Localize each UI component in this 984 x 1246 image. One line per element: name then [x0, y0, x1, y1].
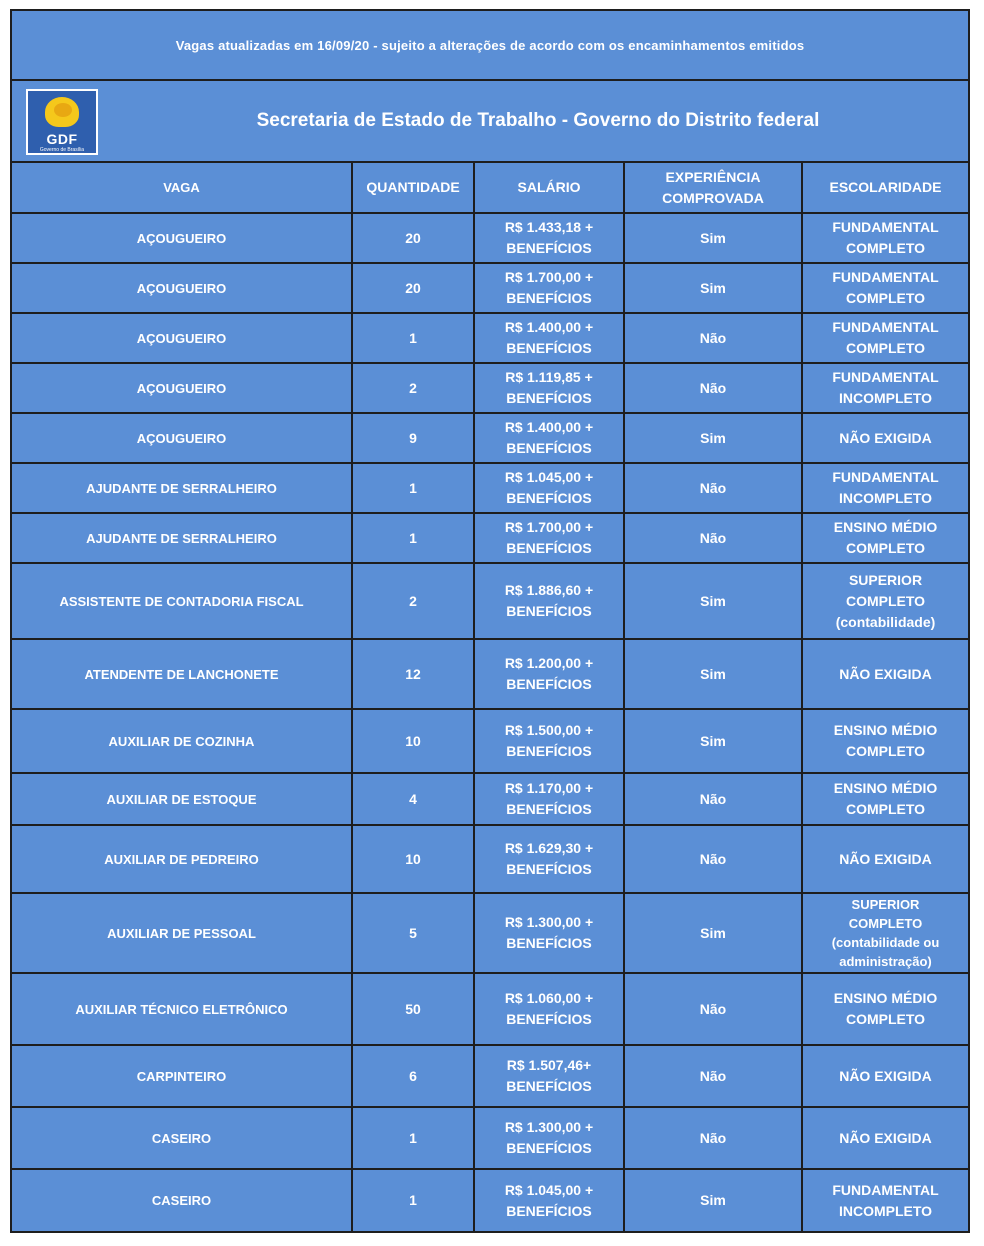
- cell-salario-beneficios: BENEFÍCIOS: [506, 743, 592, 759]
- cell-salario: [474, 363, 624, 413]
- cell-experiencia: Não: [624, 363, 802, 413]
- cell-escolaridade-line: ENSINO MÉDIO: [833, 990, 938, 1006]
- cell-quantidade: 6: [352, 1045, 474, 1107]
- cell-escolaridade-line: FUNDAMENTAL: [832, 219, 939, 235]
- cell-vaga: AÇOUGUEIRO: [12, 263, 352, 313]
- cell-salario-beneficios: BENEFÍCIOS: [506, 490, 592, 506]
- cell-quantidade: 20: [352, 213, 474, 263]
- cell-salario-beneficios: BENEFÍCIOS: [506, 240, 592, 256]
- cell-escolaridade-line: COMPLETO: [845, 290, 926, 306]
- cell-escolaridade-line: COMPLETO: [845, 340, 926, 356]
- cell-escolaridade-line: ENSINO MÉDIO: [833, 780, 938, 796]
- cell-escolaridade-line: FUNDAMENTAL: [832, 1181, 939, 1198]
- table-row: [12, 563, 968, 639]
- cell-salario-beneficios: BENEFÍCIOS: [506, 540, 592, 556]
- header-quantidade: QUANTIDADE: [352, 163, 474, 213]
- cell-escolaridade-line: (contabilidade): [835, 613, 936, 630]
- cell-escolaridade: [802, 1169, 968, 1231]
- cell-vaga: ASSISTENTE DE CONTADORIA FISCAL: [12, 563, 352, 639]
- table-row: [12, 709, 968, 773]
- cell-experiencia: Não: [624, 313, 802, 363]
- cell-salario-value: R$ 1.045,00 +: [504, 1181, 594, 1198]
- cell-vaga: AÇOUGUEIRO: [12, 313, 352, 363]
- cell-salario-value: R$ 1.400,00 +: [504, 419, 594, 435]
- cell-salario-beneficios: BENEFÍCIOS: [506, 1202, 592, 1219]
- cell-salario-beneficios: BENEFÍCIOS: [506, 340, 592, 356]
- cell-escolaridade-line: FUNDAMENTAL: [832, 319, 939, 335]
- cell-escolaridade-line: SUPERIOR: [851, 897, 920, 912]
- cell-escolaridade: [802, 413, 968, 463]
- table-row: [12, 893, 968, 973]
- cell-escolaridade: [802, 973, 968, 1045]
- cell-escolaridade-line: COMPLETO: [845, 240, 926, 256]
- cell-escolaridade: [802, 463, 968, 513]
- table-row: [12, 513, 968, 563]
- cell-experiencia: Sim: [624, 213, 802, 263]
- cell-vaga: ATENDENTE DE LANCHONETE: [12, 639, 352, 709]
- cell-escolaridade-line: COMPLETO: [845, 743, 926, 759]
- cell-escolaridade: [802, 213, 968, 263]
- cell-escolaridade-line: ENSINO MÉDIO: [833, 519, 938, 535]
- job-table: [12, 163, 968, 1231]
- cell-vaga: AJUDANTE DE SERRALHEIRO: [12, 463, 352, 513]
- cell-vaga: AÇOUGUEIRO: [12, 213, 352, 263]
- cell-vaga: CASEIRO: [12, 1107, 352, 1169]
- cell-vaga: AUXILIAR DE ESTOQUE: [12, 773, 352, 825]
- cell-escolaridade-line: NÃO EXIGIDA: [839, 429, 932, 446]
- cell-escolaridade: [802, 893, 968, 973]
- cell-salario-beneficios: BENEFÍCIOS: [506, 676, 592, 692]
- header-experiencia-line1: EXPERIÊNCIA: [665, 168, 761, 185]
- cell-salario-beneficios: BENEFÍCIOS: [506, 801, 592, 817]
- cell-quantidade: 1: [352, 313, 474, 363]
- cell-salario-value: R$ 1.886,60 +: [504, 582, 594, 598]
- cell-salario: [474, 313, 624, 363]
- cell-experiencia: Não: [624, 773, 802, 825]
- cell-escolaridade-line: NÃO EXIGIDA: [839, 1067, 932, 1084]
- cell-salario: [474, 463, 624, 513]
- cell-vaga: CASEIRO: [12, 1169, 352, 1231]
- cell-salario-value: R$ 1.700,00 +: [504, 269, 594, 285]
- cell-escolaridade: [802, 825, 968, 893]
- cell-escolaridade-line: administração): [839, 954, 932, 969]
- cell-escolaridade: [802, 313, 968, 363]
- cell-salario: [474, 1169, 624, 1231]
- table-row: [12, 363, 968, 413]
- header-experiencia: [624, 163, 802, 213]
- cell-salario-beneficios: BENEFÍCIOS: [506, 861, 592, 877]
- table-row: [12, 773, 968, 825]
- cell-experiencia: Sim: [624, 709, 802, 773]
- cell-salario-beneficios: BENEFÍCIOS: [506, 440, 592, 456]
- cell-experiencia: Sim: [624, 413, 802, 463]
- cell-quantidade: 50: [352, 973, 474, 1045]
- cell-vaga: AUXILIAR DE PEDREIRO: [12, 825, 352, 893]
- cell-quantidade: 2: [352, 563, 474, 639]
- cell-salario: [474, 513, 624, 563]
- cell-vaga: AÇOUGUEIRO: [12, 363, 352, 413]
- page-title: Secretaria de Estado de Trabalho - Governo do Distrito federal: [256, 110, 820, 131]
- cell-salario: [474, 639, 624, 709]
- table-row: [12, 973, 968, 1045]
- cell-quantidade: 10: [352, 825, 474, 893]
- cell-escolaridade: [802, 709, 968, 773]
- table-body: [12, 213, 968, 1231]
- cell-salario-value: R$ 1.300,00 +: [504, 914, 594, 930]
- cell-salario: [474, 893, 624, 973]
- cell-salario-value: R$ 1.400,00 +: [504, 319, 594, 335]
- cell-quantidade: 20: [352, 263, 474, 313]
- cell-salario: [474, 213, 624, 263]
- cell-escolaridade-line: NÃO EXIGIDA: [839, 850, 932, 867]
- cell-escolaridade: [802, 363, 968, 413]
- table-row: [12, 1045, 968, 1107]
- cell-quantidade: 9: [352, 413, 474, 463]
- logo-sun-core-icon: [54, 103, 72, 117]
- cell-experiencia: Sim: [624, 893, 802, 973]
- cell-escolaridade: [802, 639, 968, 709]
- cell-escolaridade-line: NÃO EXIGIDA: [839, 1129, 932, 1146]
- cell-salario-value: R$ 1.170,00 +: [504, 780, 594, 796]
- cell-escolaridade-line: INCOMPLETO: [838, 1202, 933, 1219]
- cell-experiencia: Não: [624, 513, 802, 563]
- cell-salario: [474, 413, 624, 463]
- cell-salario: [474, 773, 624, 825]
- cell-escolaridade-line: COMPLETO: [845, 801, 926, 817]
- table-header-row: [12, 163, 968, 213]
- cell-experiencia: Sim: [624, 1169, 802, 1231]
- table-row: [12, 413, 968, 463]
- cell-salario-beneficios: BENEFÍCIOS: [506, 1078, 592, 1094]
- table-row: [12, 213, 968, 263]
- cell-escolaridade-line: FUNDAMENTAL: [832, 369, 939, 385]
- header-escolaridade: ESCOLARIDADE: [802, 163, 968, 213]
- cell-experiencia: Sim: [624, 639, 802, 709]
- cell-experiencia: Não: [624, 1107, 802, 1169]
- cell-salario: [474, 709, 624, 773]
- cell-experiencia: Sim: [624, 563, 802, 639]
- cell-quantidade: 4: [352, 773, 474, 825]
- cell-salario-beneficios: BENEFÍCIOS: [506, 935, 592, 951]
- gdf-logo: [26, 89, 98, 155]
- header-salario: SALÁRIO: [474, 163, 624, 213]
- cell-experiencia: Não: [624, 463, 802, 513]
- cell-vaga: CARPINTEIRO: [12, 1045, 352, 1107]
- cell-escolaridade-line: COMPLETO: [845, 540, 926, 556]
- cell-salario-value: R$ 1.500,00 +: [504, 722, 594, 738]
- table-row: [12, 313, 968, 363]
- cell-quantidade: 1: [352, 1169, 474, 1231]
- cell-salario-value: R$ 1.629,30 +: [504, 840, 594, 856]
- logo-text: GDF: [46, 131, 78, 147]
- cell-salario-value: R$ 1.200,00 +: [504, 655, 594, 671]
- cell-quantidade: 1: [352, 463, 474, 513]
- cell-salario-beneficios: BENEFÍCIOS: [506, 390, 592, 406]
- cell-escolaridade-line: COMPLETO: [845, 592, 926, 609]
- table-row: [12, 639, 968, 709]
- cell-experiencia: Não: [624, 825, 802, 893]
- cell-quantidade: 1: [352, 1107, 474, 1169]
- cell-escolaridade-line: FUNDAMENTAL: [832, 469, 939, 485]
- cell-salario-beneficios: BENEFÍCIOS: [506, 1140, 592, 1156]
- cell-salario: [474, 973, 624, 1045]
- cell-salario-beneficios: BENEFÍCIOS: [506, 603, 592, 619]
- table-row: [12, 263, 968, 313]
- logo-subtext: Governo de Brasília: [39, 147, 85, 153]
- cell-escolaridade-line: (contabilidade ou: [831, 935, 940, 950]
- cell-quantidade: 1: [352, 513, 474, 563]
- cell-escolaridade-line: COMPLETO: [845, 1011, 926, 1027]
- table-row: [12, 825, 968, 893]
- cell-quantidade: 2: [352, 363, 474, 413]
- cell-salario-value: R$ 1.300,00 +: [504, 1119, 594, 1135]
- cell-escolaridade-line: INCOMPLETO: [838, 490, 933, 506]
- cell-salario-value: R$ 1.045,00 +: [504, 469, 594, 485]
- cell-escolaridade-line: INCOMPLETO: [838, 390, 933, 406]
- cell-salario-value: R$ 1.507,46+: [506, 1057, 592, 1073]
- cell-salario-beneficios: BENEFÍCIOS: [506, 290, 592, 306]
- cell-salario-value: R$ 1.700,00 +: [504, 519, 594, 535]
- cell-salario-value: R$ 1.433,18 +: [504, 219, 594, 235]
- cell-vaga: AUXILIAR TÉCNICO ELETRÔNICO: [12, 973, 352, 1045]
- cell-escolaridade: [802, 1045, 968, 1107]
- cell-salario: [474, 563, 624, 639]
- header-vaga: VAGA: [12, 163, 352, 213]
- job-listing-sheet: [10, 9, 970, 1233]
- cell-salario: [474, 1045, 624, 1107]
- cell-salario: [474, 263, 624, 313]
- cell-escolaridade: [802, 563, 968, 639]
- cell-salario-value: R$ 1.119,85 +: [505, 369, 593, 385]
- cell-vaga: AUXILIAR DE COZINHA: [12, 709, 352, 773]
- cell-quantidade: 12: [352, 639, 474, 709]
- cell-escolaridade-line: COMPLETO: [848, 916, 923, 931]
- cell-escolaridade: [802, 513, 968, 563]
- cell-vaga: AJUDANTE DE SERRALHEIRO: [12, 513, 352, 563]
- cell-salario-value: R$ 1.060,00 +: [504, 990, 594, 1006]
- table-row: [12, 463, 968, 513]
- cell-escolaridade: [802, 263, 968, 313]
- cell-vaga: AUXILIAR DE PESSOAL: [12, 893, 352, 973]
- table-row: [12, 1107, 968, 1169]
- cell-escolaridade: [802, 773, 968, 825]
- cell-escolaridade-line: SUPERIOR: [848, 571, 923, 588]
- cell-salario: [474, 1107, 624, 1169]
- cell-experiencia: Não: [624, 1045, 802, 1107]
- cell-vaga: AÇOUGUEIRO: [12, 413, 352, 463]
- cell-escolaridade-line: NÃO EXIGIDA: [839, 665, 932, 682]
- cell-escolaridade-line: FUNDAMENTAL: [832, 269, 939, 285]
- cell-quantidade: 10: [352, 709, 474, 773]
- cell-quantidade: 5: [352, 893, 474, 973]
- title-bar: [12, 81, 968, 163]
- cell-experiencia: Não: [624, 973, 802, 1045]
- header-experiencia-line2: COMPROVADA: [662, 189, 764, 206]
- cell-salario: [474, 825, 624, 893]
- cell-escolaridade: [802, 1107, 968, 1169]
- cell-experiencia: Sim: [624, 263, 802, 313]
- update-notice: Vagas atualizadas em 16/09/20 - sujeito a alterações de acordo com os encaminhamentos emitidos: [12, 11, 968, 81]
- table-row: [12, 1169, 968, 1231]
- cell-salario-beneficios: BENEFÍCIOS: [506, 1011, 592, 1027]
- cell-escolaridade-line: ENSINO MÉDIO: [833, 722, 938, 738]
